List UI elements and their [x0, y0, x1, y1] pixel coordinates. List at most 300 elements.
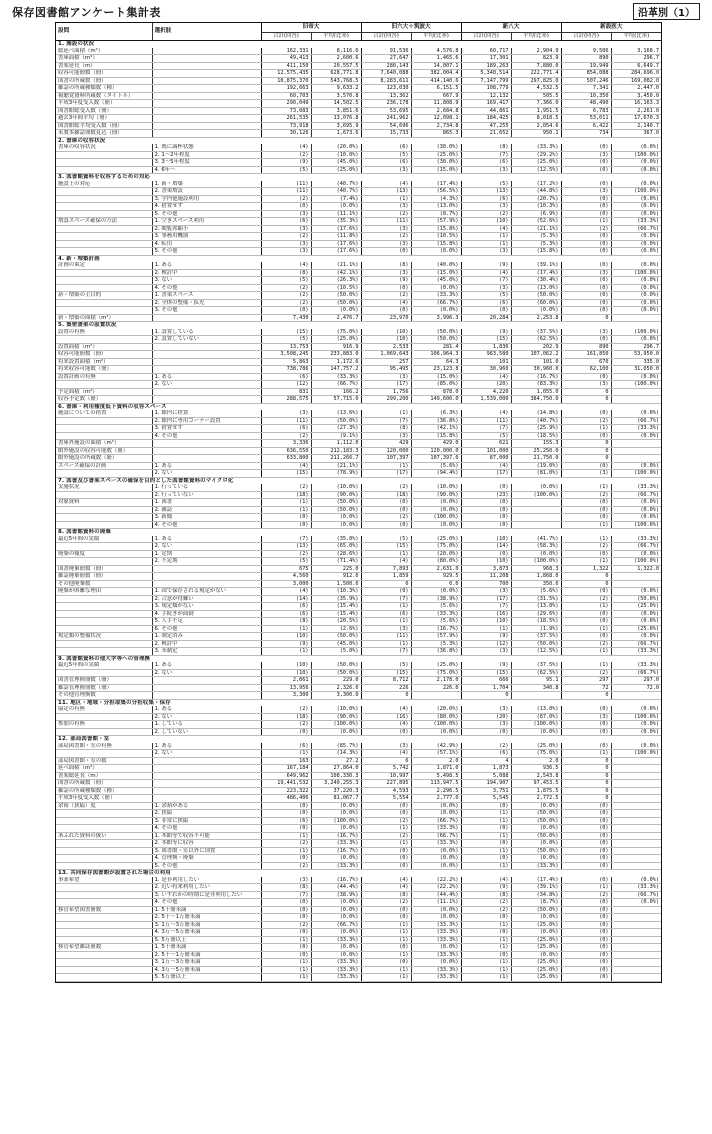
average-cell	[511, 506, 561, 514]
total-cell: (0)	[561, 144, 611, 151]
subheader-average: 平均(比率)	[311, 33, 361, 41]
total-cell: (0)	[261, 802, 311, 810]
average-cell: 284,696.0	[611, 70, 661, 78]
total-cell: 633,800	[261, 455, 311, 463]
average-cell	[611, 772, 661, 780]
table-row	[56, 595, 661, 603]
average-cell: (0.0%)	[411, 521, 461, 529]
average-cell: (16.7%)	[411, 625, 461, 633]
section-header-row	[56, 255, 661, 262]
total-cell: (1)	[261, 625, 311, 633]
subheader-total: 合計(回答)	[261, 33, 311, 41]
table-row	[56, 795, 661, 803]
total-cell: (2)	[361, 899, 411, 907]
average-cell	[611, 757, 661, 765]
average-cell: (40.7%)	[311, 181, 361, 188]
item-cell: 施設についての措置	[56, 410, 152, 417]
choice-cell: 1. 余裕がある	[152, 802, 261, 810]
group-header: 旧帝大	[261, 23, 361, 33]
total-cell: (10)	[461, 558, 511, 566]
total-cell: 101	[461, 358, 511, 366]
average-cell: (25.0%)	[411, 151, 461, 159]
average-cell: 297.0	[611, 677, 661, 685]
average-cell: (36.8%)	[411, 648, 461, 656]
choice-cell: 4. その他	[152, 521, 261, 529]
total-cell: 1,756	[361, 388, 411, 396]
total-cell: (2)	[461, 210, 511, 218]
table-row	[56, 115, 661, 123]
total-cell: (4)	[261, 588, 311, 596]
choice-cell	[152, 440, 261, 448]
average-cell	[611, 692, 661, 700]
average-cell: (0.0%)	[611, 618, 661, 626]
item-cell: 協定の有無	[56, 706, 152, 713]
average-cell: (17.6%)	[311, 248, 361, 256]
average-cell	[611, 817, 661, 825]
choice-cell: 2. ない	[152, 543, 261, 551]
total-cell: (3)	[461, 248, 511, 256]
average-cell: (66.7%)	[311, 381, 361, 389]
average-cell: 23,123.8	[411, 366, 461, 374]
average-cell: (62.5%)	[511, 669, 561, 677]
average-cell: (57.9%)	[411, 633, 461, 641]
average-cell: 2,777.0	[411, 795, 461, 803]
table-row	[56, 455, 661, 463]
table-row	[56, 77, 661, 85]
average-cell: 8,018.5	[511, 115, 561, 123]
column-header-choice: 選択肢	[152, 23, 261, 41]
average-cell	[611, 862, 661, 870]
total-cell: (0)	[561, 233, 611, 241]
average-cell: (10.5%)	[411, 233, 461, 241]
total-cell: (14)	[461, 543, 511, 551]
total-cell: 6,422	[561, 122, 611, 130]
total-cell: (1)	[561, 558, 611, 566]
table-row	[56, 832, 661, 840]
choice-cell: 1. 是非利用したい	[152, 877, 261, 884]
total-cell: (0)	[561, 462, 611, 470]
total-cell: 54,696	[361, 122, 411, 130]
total-cell: (0)	[361, 906, 411, 914]
total-cell: 0	[561, 772, 611, 780]
average-cell: (56.5%)	[411, 188, 461, 196]
table-row	[56, 277, 661, 285]
item-cell	[56, 210, 152, 218]
choice-cell: 1. 図書	[152, 499, 261, 507]
average-cell: (50.0%)	[511, 810, 561, 818]
average-cell: (25.0%)	[611, 603, 661, 611]
total-cell: (4)	[361, 181, 411, 188]
choice-cell: 2. 全体の整備・拡充	[152, 299, 261, 307]
average-cell: (100.0%)	[611, 750, 661, 758]
total-cell: (13)	[461, 188, 511, 196]
average-cell: 14,007.1	[411, 62, 461, 70]
section-title: 11. 地区・地域・分担取集の分担収集・保存	[56, 699, 661, 706]
total-cell: (2)	[561, 669, 611, 677]
section-header-row	[56, 736, 661, 743]
total-cell: (15)	[261, 329, 311, 336]
average-cell: (0.0%)	[611, 610, 661, 618]
total-cell: (3)	[561, 329, 611, 336]
table-row	[56, 343, 661, 351]
total-cell: (0)	[361, 588, 411, 596]
average-cell: (100.0%)	[611, 713, 661, 721]
total-cell: (0)	[261, 203, 311, 211]
total-cell: (4)	[261, 144, 311, 151]
average-cell: (0.0%)	[611, 292, 661, 300]
average-cell: 72.0	[611, 684, 661, 692]
average-cell: (75.0%)	[311, 329, 361, 336]
choice-cell	[152, 77, 261, 85]
average-cell: (33.3%)	[511, 144, 561, 151]
total-cell: (1)	[361, 929, 411, 937]
average-cell: 628,771.8	[311, 70, 361, 78]
choice-cell: 3. ない	[152, 277, 261, 285]
item-cell	[56, 914, 152, 922]
average-cell: (21.1%)	[311, 262, 361, 269]
table-row	[56, 713, 661, 721]
average-cell: (4.3%)	[411, 195, 461, 203]
total-cell: (1)	[461, 974, 511, 982]
item-cell	[56, 417, 152, 425]
average-cell: (20.0%)	[411, 706, 461, 713]
total-cell: (0)	[561, 728, 611, 736]
table-row	[56, 817, 661, 825]
section-title: 13. 共同保存図書館が設置された場合の利用	[56, 870, 661, 877]
table-row	[56, 240, 661, 248]
total-cell: (3)	[561, 381, 611, 389]
average-cell: 865.3	[411, 130, 461, 138]
total-cell: (9)	[261, 640, 311, 648]
total-cell: (0)	[561, 633, 611, 641]
average-cell: (6.3%)	[411, 410, 461, 417]
total-cell: (2)	[361, 484, 411, 491]
average-cell: (60.0%)	[511, 299, 561, 307]
average-cell: (50.0%)	[311, 506, 361, 514]
total-cell: (0)	[261, 514, 311, 522]
total-cell: (0)	[261, 855, 311, 863]
average-cell: (0.0%)	[311, 802, 361, 810]
average-cell: 2,543.8	[511, 772, 561, 780]
average-cell: 667.9	[411, 92, 461, 100]
average-cell: 226.0	[411, 684, 461, 692]
item-cell: スペース確保の計画	[56, 462, 152, 470]
item-cell: 雑誌管理換冊数（冊）	[56, 684, 152, 692]
total-cell: (0)	[561, 721, 611, 729]
total-cell: (9)	[361, 277, 411, 285]
total-cell: (3)	[361, 743, 411, 750]
average-cell: (17.2%)	[511, 181, 561, 188]
choice-cell: 1. 既に満杯状態	[152, 144, 261, 151]
table-row	[56, 440, 661, 448]
total-cell: (8)	[461, 144, 511, 151]
average-cell: 2,261.0	[611, 107, 661, 115]
total-cell: (0)	[561, 514, 611, 522]
table-row	[56, 55, 661, 63]
total-cell: (3)	[361, 625, 411, 633]
item-cell	[56, 240, 152, 248]
average-cell: (0.0%)	[611, 506, 661, 514]
choice-cell: 6. その他	[152, 625, 261, 633]
item-cell: 収容可能冊数（冊）	[56, 70, 152, 78]
table-row	[56, 625, 661, 633]
total-cell: 20,284	[461, 314, 511, 322]
choice-cell: 4. 手続きが面倒	[152, 610, 261, 618]
total-cell: (0)	[361, 802, 411, 810]
average-cell: (0.0%)	[511, 914, 561, 922]
section-header-row	[56, 174, 661, 181]
total-cell: (1)	[561, 484, 611, 491]
average-cell	[611, 825, 661, 833]
average-cell: (83.3%)	[511, 381, 561, 389]
table-row	[56, 166, 661, 174]
average-cell: (0.0%)	[611, 514, 661, 522]
section-title: 5. 集密書架の設置状況	[56, 322, 661, 329]
item-cell	[56, 959, 152, 967]
total-cell: (11)	[261, 181, 311, 188]
choice-cell: 1. 設置している	[152, 329, 261, 336]
total-cell: (0)	[561, 966, 611, 974]
total-cell: (0)	[561, 292, 611, 300]
item-cell	[56, 491, 152, 499]
total-cell: (1)	[461, 862, 511, 870]
item-cell	[56, 966, 152, 974]
average-cell: 2,447.0	[611, 85, 661, 93]
choice-cell: 1. 空きスペース利用	[152, 218, 261, 226]
item-cell: 書庫外施設の面積（m²）	[56, 440, 152, 448]
total-cell: 1,859	[361, 573, 411, 581]
total-cell: 13,362	[361, 92, 411, 100]
average-cell	[611, 966, 661, 974]
total-cell: (0)	[461, 929, 511, 937]
average-cell: (66.7%)	[611, 891, 661, 899]
average-cell: 149,600.0	[411, 396, 461, 404]
item-cell	[56, 595, 152, 603]
average-cell: 950.1	[511, 130, 561, 138]
total-cell: (1)	[561, 218, 611, 226]
average-cell: (0.0%)	[311, 521, 361, 529]
total-cell: (0)	[261, 307, 311, 315]
subheader-total: 合計(回答)	[361, 33, 411, 41]
item-cell: 増設スペース確保の方法	[56, 218, 152, 226]
average-cell: 1,322.0	[611, 565, 661, 573]
total-cell: 10,350	[561, 92, 611, 100]
average-cell: 53,950.0	[611, 351, 661, 359]
total-cell: 8,283,611	[361, 77, 411, 85]
total-cell: 30,126	[261, 130, 311, 138]
average-cell: 107,397.0	[411, 455, 461, 463]
item-cell: 新・増築の主目的	[56, 292, 152, 300]
average-cell: (16.7%)	[311, 847, 361, 855]
choice-cell: 1. 行っている	[152, 484, 261, 491]
item-cell	[56, 603, 152, 611]
average-cell: (13.0%)	[511, 603, 561, 611]
total-cell: (4)	[461, 410, 511, 417]
total-cell: (7)	[361, 417, 411, 425]
item-cell: 対象資料	[56, 499, 152, 507]
section-header-row	[56, 529, 661, 536]
item-cell: 計画の策定	[56, 262, 152, 269]
average-cell: (50.0%)	[511, 292, 561, 300]
average-cell: (17.4%)	[511, 877, 561, 884]
table-row	[56, 100, 661, 108]
table-row	[56, 159, 661, 167]
total-cell: 0	[561, 388, 611, 396]
table-row	[56, 840, 661, 848]
table-row	[56, 314, 661, 322]
item-cell: 雑誌の所蔵種類数（種）	[56, 85, 152, 93]
table-row	[56, 884, 661, 892]
average-cell: (71.4%)	[311, 558, 361, 566]
choice-cell	[152, 388, 261, 396]
total-cell: (3)	[261, 210, 311, 218]
total-cell: (1)	[361, 640, 411, 648]
item-cell	[56, 225, 152, 233]
section-header-row	[56, 870, 661, 877]
total-cell: (6)	[461, 159, 511, 167]
average-cell: (33.3%)	[411, 951, 461, 959]
average-cell: (17.6%)	[311, 225, 361, 233]
average-cell: 3,300.0	[311, 692, 361, 700]
item-cell: その他廃棄数	[56, 580, 152, 588]
total-cell: 1,836	[461, 343, 511, 351]
item-cell: 書庫の収容状況	[56, 144, 152, 151]
choice-cell	[152, 787, 261, 795]
total-cell: (3)	[261, 410, 311, 417]
average-cell: (44.8%)	[511, 188, 561, 196]
average-cell: (50.0%)	[511, 640, 561, 648]
total-cell: 123,030	[361, 85, 411, 93]
choice-cell: 2. 5千～1万冊未満	[152, 914, 261, 922]
total-cell: (2)	[361, 292, 411, 300]
average-cell: (33.3%)	[611, 484, 661, 491]
table-row	[56, 706, 661, 713]
average-cell: (33.3%)	[311, 974, 361, 982]
total-cell: 1,539,000	[461, 396, 511, 404]
total-cell: (2)	[461, 899, 511, 907]
average-cell: 21,750.0	[511, 455, 561, 463]
average-cell: (100.0%)	[611, 381, 661, 389]
item-cell	[56, 884, 152, 892]
item-cell	[56, 648, 152, 656]
total-cell: 48,490	[561, 100, 611, 108]
average-cell	[611, 573, 661, 581]
average-cell	[511, 692, 561, 700]
total-cell: (1)	[361, 462, 411, 470]
item-cell: 移管希望雑誌冊数	[56, 944, 152, 952]
average-cell: 7,880.0	[511, 62, 561, 70]
total-cell: 73,083	[261, 107, 311, 115]
total-cell: 0	[561, 780, 611, 788]
total-cell: (0)	[461, 914, 511, 922]
total-cell: 21,652	[461, 130, 511, 138]
total-cell: (3)	[461, 284, 511, 292]
average-cell: (0.0%)	[611, 307, 661, 315]
total-cell: (11)	[261, 188, 311, 196]
average-cell: 30,960.0	[511, 366, 561, 374]
average-cell: (33.3%)	[411, 974, 461, 982]
choice-cell: 2. 近い将来利用したい	[152, 884, 261, 892]
average-cell: (35.3%)	[311, 218, 361, 226]
total-cell: 7,341	[561, 85, 611, 93]
average-cell: 169,082.0	[611, 77, 661, 85]
total-cell: (0)	[361, 506, 411, 514]
choice-cell	[152, 130, 261, 138]
average-cell: (33.3%)	[611, 218, 661, 226]
total-cell: 53,011	[561, 115, 611, 123]
total-cell: (0)	[261, 825, 311, 833]
total-cell: 4	[461, 757, 511, 765]
total-cell: 890	[561, 343, 611, 351]
item-cell	[56, 750, 152, 758]
table-row	[56, 974, 661, 982]
average-cell: (33.3%)	[411, 966, 461, 974]
average-cell: (66.7%)	[611, 491, 661, 499]
average-cell: (50.0%)	[611, 595, 661, 603]
total-cell: (0)	[561, 802, 611, 810]
total-cell: (0)	[561, 743, 611, 750]
total-cell: 3,751	[461, 787, 511, 795]
average-cell: (50.0%)	[311, 499, 361, 507]
total-cell: (2)	[261, 299, 311, 307]
total-cell: (0)	[561, 203, 611, 211]
average-cell: (0.0%)	[511, 840, 561, 848]
total-cell: 5,554	[361, 795, 411, 803]
average-cell: (0.0%)	[611, 144, 661, 151]
total-cell: (2)	[561, 491, 611, 499]
average-cell: (50.0%)	[411, 329, 461, 336]
total-cell: (2)	[261, 233, 311, 241]
average-cell: (50.0%)	[511, 847, 561, 855]
table-row	[56, 514, 661, 522]
total-cell: (2)	[261, 862, 311, 870]
choice-cell: 1. ある	[152, 262, 261, 269]
average-cell	[611, 929, 661, 937]
choice-cell: 2. 1～2年程度	[152, 151, 261, 159]
total-cell: (2)	[361, 233, 411, 241]
average-cell: (5.6%)	[411, 462, 461, 470]
table-row	[56, 847, 661, 855]
total-cell: (0)	[261, 951, 311, 959]
total-cell: 189,263	[461, 62, 511, 70]
subheader-total: 合計(回答)	[561, 33, 611, 41]
table-row	[56, 959, 661, 967]
total-cell: (0)	[561, 432, 611, 440]
total-cell: (1)	[361, 951, 411, 959]
total-cell: (5)	[261, 558, 311, 566]
item-cell	[56, 855, 152, 863]
average-cell: (33.3%)	[311, 862, 361, 870]
average-cell: (66.7%)	[411, 832, 461, 840]
average-cell: (37.5%)	[511, 633, 561, 641]
total-cell: (0)	[361, 944, 411, 952]
total-cell: (5)	[261, 166, 311, 174]
total-cell: (2)	[561, 543, 611, 551]
choice-cell	[152, 692, 261, 700]
total-cell: (0)	[361, 959, 411, 967]
table-row	[56, 543, 661, 551]
table-row	[56, 780, 661, 788]
column-header-item: 設問	[56, 23, 152, 41]
total-cell: 280,143	[361, 62, 411, 70]
total-cell: (0)	[561, 336, 611, 344]
table-row	[56, 248, 661, 256]
item-cell: 施設上の対応	[56, 181, 152, 188]
average-cell: (0.0%)	[411, 906, 461, 914]
total-cell: (0)	[461, 840, 511, 848]
average-cell: (18.5%)	[511, 432, 561, 440]
total-cell: 1,704	[461, 684, 511, 692]
